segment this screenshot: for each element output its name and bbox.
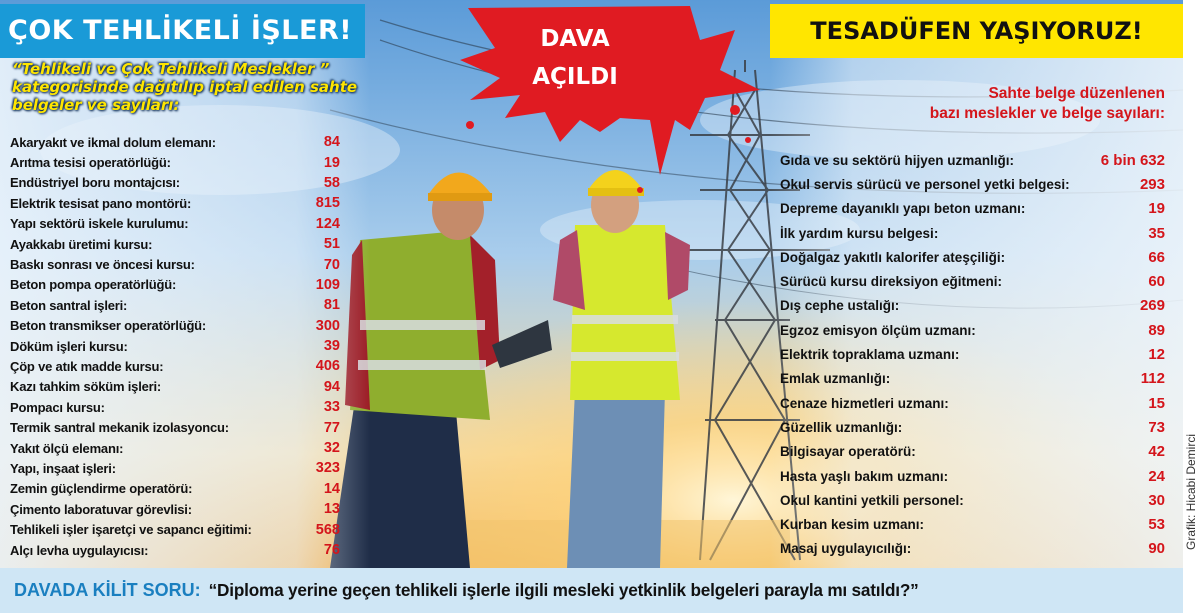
item-label: Sürücü kursu direksiyon eğitmeni: [780,274,1003,290]
item-label: Elektrik topraklama uzmanı: [780,347,960,363]
item-value: 70 [323,256,340,273]
list-item [780,488,1165,512]
item-value: 39 [323,338,340,355]
item-value: 35 [1148,224,1165,242]
item-label: Tehlikeli işler işaretçi ve sapancı eğitimi: [10,522,252,538]
list-item [10,397,340,417]
item-value: 19 [323,154,340,171]
list-item [10,193,340,213]
list-item [780,172,1165,196]
item-label: Güzellik uzmanlığı: [780,419,903,435]
item-label: Yakıt ölçü elemanı: [10,440,124,456]
item-label: Okul servis sürücü ve personel yetki belgesi: [780,176,1070,192]
item-value: 14 [323,480,340,497]
left-title: ÇOK TEHLİKELİ İŞLER! [0,4,365,58]
list-item [10,173,340,193]
item-value: 89 [1148,321,1165,339]
item-value: 60 [1148,273,1165,291]
item-value: 269 [1139,297,1165,315]
item-label: Yapı, inşaat işleri: [10,460,116,476]
list-item [780,294,1165,318]
list-item [780,342,1165,366]
item-label: Akaryakıt ve ikmal dolum elemanı: [10,134,216,150]
right-heading-line-1: Sahte belge düzenlenen [988,85,1165,102]
list-item [10,316,340,336]
item-label: Emlak uzmanlığı: [780,371,891,387]
item-value: 66 [1148,248,1165,266]
item-label: Okul kantini yetkili personel: [780,492,964,508]
item-value: 6 bin 632 [1100,151,1165,169]
list-item [780,148,1165,172]
credit-strip [1183,420,1200,570]
item-value: 53 [1148,516,1165,534]
item-label: Kurban kesim uzmanı: [780,517,925,533]
item-label: Alçı levha uygulayıcısı: [10,542,149,558]
list-item [780,464,1165,488]
item-value: 323 [315,460,340,477]
item-label: Egzoz emisyon ölçüm uzmanı: [780,322,976,338]
list-item [10,356,340,376]
list-item [10,479,340,499]
item-label: Gıda ve su sektörü hijyen uzmanlığı: [780,152,1015,168]
list-item [10,295,340,315]
list-item [10,458,340,478]
list-item [780,537,1165,561]
item-value: 15 [1148,394,1165,412]
item-value: 12 [1148,346,1165,364]
item-label: Döküm işleri kursu: [10,338,128,354]
item-value: 42 [1148,443,1165,461]
footer-bar [0,568,1183,613]
item-value: 568 [315,521,340,538]
item-label: Arıtma tesisi operatörlüğü: [10,155,171,171]
list-item [780,367,1165,391]
item-label: Beton santral işleri: [10,297,128,313]
stamp-line-1: DAVA [540,26,610,52]
right-panel-heading [790,84,1165,124]
item-label: Çimento laboratuvar görevlisi: [10,501,192,517]
list-item [780,391,1165,415]
item-value: 293 [1139,175,1165,193]
item-label: İlk yardım kursu belgesi: [780,225,939,241]
item-label: Pompacı kursu: [10,399,105,415]
item-label: Dış cephe ustalığı: [780,298,900,314]
list-item [10,336,340,356]
item-value: 51 [323,236,340,253]
item-label: Çöp ve atık madde kursu: [10,358,164,374]
list-item [10,234,340,254]
item-value: 112 [1140,370,1165,388]
item-value: 33 [323,399,340,416]
item-value: 32 [323,440,340,457]
item-value: 124 [315,215,340,232]
list-item [10,377,340,397]
item-label: Baskı sonrası ve öncesi kursu: [10,257,195,273]
item-label: Doğalgaz yakıtlı kalorifer ateşçiliği: [780,249,1006,265]
list-item [780,245,1165,269]
list-item [780,221,1165,245]
stamp-line-2: AÇILDI [532,64,618,90]
item-label: Ayakkabı üretimi kursu: [10,236,153,252]
list-item [10,214,340,234]
item-value: 81 [323,297,340,314]
item-label: Yapı sektörü iskele kurulumu: [10,216,189,232]
item-label: Cenaze hizmetleri uzmanı: [780,395,949,411]
list-item [10,438,340,458]
list-item [10,254,340,274]
item-label: Beton transmikser operatörlüğü: [10,318,207,334]
item-value: 73 [1148,418,1165,436]
list-item [10,540,340,560]
item-value: 13 [323,501,340,518]
item-value: 406 [315,358,340,375]
list-item [10,519,340,539]
list-item [10,275,340,295]
item-value: 109 [315,276,340,293]
item-label: Zemin güçlendirme operatörü: [10,481,193,497]
item-value: 30 [1148,491,1165,509]
item-label: Endüstriyel boru montajcısı: [10,175,180,191]
item-value: 815 [315,195,340,212]
list-item [780,440,1165,464]
right-title: TESADÜFEN YAŞIYORUZ! [770,4,1183,58]
item-label: Beton pompa operatörlüğü: [10,277,177,293]
dava-stamp-text [520,20,630,96]
right-heading-line-2: bazı meslekler ve belge sayıları: [929,105,1165,122]
list-item [780,415,1165,439]
item-label: Elektrik tesisat pano montörü: [10,195,192,211]
list-item [780,197,1165,221]
left-panel-heading: “Tehlikeli ve Çok Tehlikeli Meslekler ” kategorisinde dağıtılıp iptal edilen sahte belgeler ve sayıları: [12,60,358,114]
list-item [780,269,1165,293]
list-item [10,417,340,437]
item-value: 76 [323,542,340,558]
list-item [10,152,340,172]
item-label: Depreme dayanıklı yapı beton uzmanı: [780,201,1026,217]
list-item [10,132,340,152]
item-value: 19 [1148,200,1165,218]
list-item [780,512,1165,536]
item-value: 94 [323,378,340,395]
item-value: 300 [315,317,340,334]
item-value: 84 [323,134,340,151]
footer-key-label: DAVADA KİLİT SORU: [14,580,201,600]
list-item [780,318,1165,342]
item-label: Masaj uygulayıcılığı: [780,541,912,557]
left-item-list [10,132,340,560]
footer-question: “Diploma yerine geçen tehlikeli işlerle ilgili mesleki yetkinlik belgeleri parayla mı satıldı?” [208,580,919,600]
graphic-credit: Grafik: Hicabi Demirci [1184,434,1198,551]
item-label: Termik santral mekanik izolasyoncu: [10,420,229,436]
item-label: Hasta yaşlı bakım uzmanı: [780,468,949,484]
right-item-list [780,148,1165,561]
item-label: Kazı tahkim söküm işleri: [10,379,162,395]
item-value: 58 [323,174,340,191]
item-value: 90 [1148,540,1165,558]
list-item [10,499,340,519]
item-value: 24 [1148,467,1165,485]
item-label: Bilgisayar operatörü: [780,444,916,460]
item-value: 77 [323,419,340,436]
